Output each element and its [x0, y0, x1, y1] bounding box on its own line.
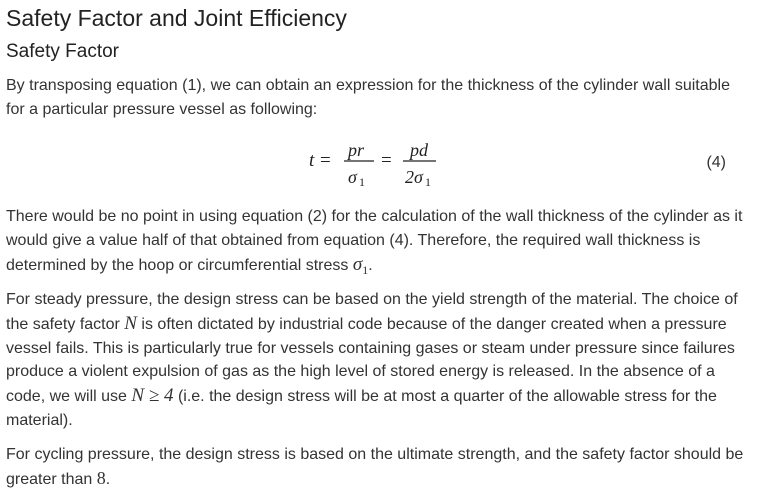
eq-numerator-1: pr	[348, 140, 365, 160]
paragraph-hoop-stress	[6, 205, 751, 283]
eq-sign-2: =	[381, 150, 392, 171]
para4-text: For cycling pressure, the design stress is based on the ultimate strength, and the safety factor should be greater than	[6, 446, 744, 488]
section-title: Safety Factor	[6, 41, 119, 62]
equation-number: (4)	[706, 154, 726, 171]
para3-text-2: is often dictated by industrial code because of the danger created when a pressure vessel fails. This is particularly true for vessels containing gases or steam under pressure since failures produce a violent expulsion of gas as the high level of stored energy is released. In the absence of a code, we will use	[6, 315, 735, 406]
eq-sign-1: =	[320, 150, 331, 171]
eq-numerator-2: pd	[410, 140, 428, 160]
sigma-subscript: 1	[362, 262, 369, 277]
sigma-symbol: σ	[352, 253, 363, 275]
safety-factor-symbol: N	[124, 312, 137, 334]
factor-value: 8	[96, 467, 106, 488]
eq-denominator-1: σ	[348, 167, 357, 187]
eq-lhs: t	[309, 150, 315, 171]
eq-denominator-2: 2σ	[405, 167, 423, 187]
eq-denominator-2-sub: 1	[425, 175, 431, 189]
page-title: Safety Factor and Joint Efficiency	[6, 5, 347, 31]
paragraph-steady-pressure	[6, 288, 751, 433]
para3-text-1: For steady pressure, the design stress can be based on the yield strength of the material. The choice of the safety factor	[6, 291, 738, 333]
para3-text-3: (i.e. the design stress will be at most a quarter of the allowable stress for the material).	[6, 388, 717, 429]
paragraph-intro: By transposing equation (1), we can obtain an expression for the thickness of the cylinder wall suitable for a particular pressure vessel as following:	[6, 77, 730, 118]
paragraph-cycling-pressure	[6, 443, 751, 492]
para4-end: .	[105, 470, 111, 488]
para2-text: There would be no point in using equation (2) for the calculation of the wall thickness of the cylinder as it would give a value half of that obtained from equation (4). Therefore, the required wall thickness is determined by the hoop or circumferential stress	[6, 208, 743, 274]
safety-factor-inequality: N ≥ 4	[131, 385, 174, 407]
eq-denominator-1-sub: 1	[359, 175, 365, 189]
equation-4	[0, 136, 761, 200]
para2-end: .	[368, 256, 373, 274]
